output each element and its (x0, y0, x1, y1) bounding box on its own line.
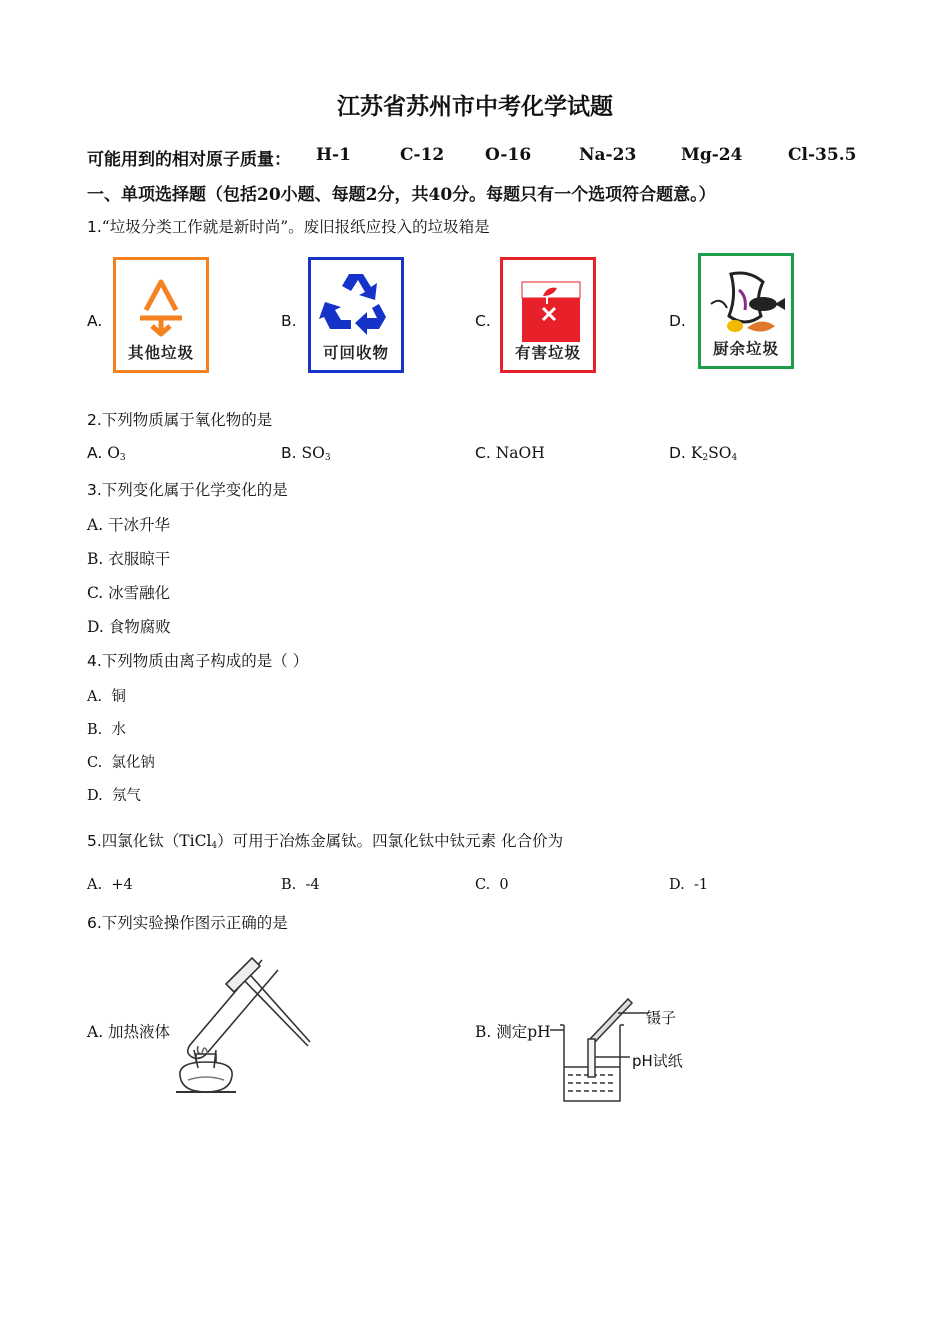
other-waste-label: 其他垃圾 (127, 344, 194, 362)
q5-option-b-text: -4 (305, 877, 320, 893)
q2-option-a-formula: O (107, 444, 120, 462)
mass-na: Na-23 (579, 145, 637, 165)
q2-option-c-letter: C. (475, 444, 491, 462)
q4-option-b-text: 水 (111, 722, 126, 738)
q3-option-a: A. 干冰升华 (87, 516, 171, 534)
q5-option-d (669, 877, 708, 893)
q5-option-c-letter: C. (475, 877, 491, 893)
mass-h: H-1 (316, 145, 351, 165)
q4-option-a-letter: A. (87, 689, 103, 705)
mass-c: C-12 (400, 145, 445, 165)
q1-text: “垃圾分类工作就是新时尚”。废旧报纸应投入的垃圾箱是 (101, 218, 490, 236)
q1-option-b-letter: B. (281, 312, 297, 330)
q1-number: 1. (87, 218, 102, 236)
q6-option-b-label: B. 测定pH (475, 1023, 551, 1041)
q1-option-d-letter: D. (669, 312, 686, 330)
heating-liquid-diagram (168, 950, 313, 1098)
q2-option-b-formula: SO (301, 444, 325, 462)
other-waste-bin (113, 257, 209, 373)
q4-option-d-letter: D. (87, 788, 103, 804)
q5-text-b: ）可用于冶炼金属钛。四氯化钛中钛元素 化合价为 (217, 832, 564, 850)
q4-option-d-text: 氖气 (111, 788, 141, 804)
q5-text-a: 四氯化钛（TiCl (101, 832, 212, 850)
kitchen-waste-label: 厨余垃圾 (712, 340, 779, 358)
q5-number: 5. (87, 832, 102, 850)
q2-stem (87, 408, 272, 430)
q5-option-c (475, 877, 509, 893)
q4-option-b-letter: B. (87, 722, 103, 738)
q2-option-d-sub1: 2 (702, 453, 709, 463)
q3-option-d: D. 食物腐败 (87, 618, 171, 636)
q3-number: 3. (87, 481, 102, 499)
atomic-mass-label: 可能用到的相对原子质量： (87, 150, 291, 170)
mass-mg: Mg-24 (681, 145, 743, 165)
q2-option-b-letter: B. (281, 444, 297, 462)
q2-option-a (87, 444, 126, 463)
recyclable-bin (308, 257, 404, 373)
q4-text: 下列物质由离子构成的是（ ） (101, 652, 309, 670)
q6-number: 6. (87, 914, 102, 932)
q5-option-d-text: -1 (693, 877, 709, 893)
q2-option-d-k: K (690, 444, 703, 462)
section-heading: 一、单项选择题（包括20小题、每题2分，共40分。每题只有一个选项符合题意。） (87, 185, 716, 205)
q5-stem (87, 829, 563, 851)
ph-paper-label: pH试纸 (632, 1052, 683, 1070)
q4-option-a (87, 685, 126, 706)
q6-stem (87, 911, 288, 933)
q4-option-c (87, 751, 155, 772)
recyclable-label: 可回收物 (322, 344, 389, 362)
q2-option-d-sub2: 4 (731, 453, 738, 463)
hazardous-bin (500, 257, 596, 373)
q3-option-c: C. 冰雪融化 (87, 584, 171, 602)
q6-text: 下列实验操作图示正确的是 (101, 914, 288, 932)
q4-option-b (87, 718, 126, 739)
q5-option-b-letter: B. (281, 877, 297, 893)
q5-option-b (281, 877, 320, 893)
q2-option-d (669, 444, 737, 463)
q2-option-b-subscript: 3 (324, 453, 331, 463)
q3-text: 下列变化属于化学变化的是 (101, 481, 288, 499)
q5-subscript: 4 (211, 841, 218, 851)
q4-option-c-letter: C. (87, 755, 103, 771)
q4-option-d (87, 784, 141, 805)
q5-option-a-text: +4 (111, 877, 133, 893)
hazardous-label: 有害垃圾 (514, 344, 581, 362)
q4-number: 4. (87, 652, 102, 670)
q2-option-c-formula: NaOH (495, 444, 545, 462)
q5-option-a (87, 877, 133, 893)
mass-o: O-16 (485, 145, 532, 165)
q1-option-c-letter: C. (475, 312, 491, 330)
q1-option-a-letter: A. (87, 312, 103, 330)
q5-option-c-text: 0 (499, 877, 509, 893)
q5-option-d-letter: D. (669, 877, 685, 893)
tweezers-label: 镊子 (646, 1009, 677, 1027)
q4-option-c-text: 氯化钠 (111, 755, 155, 771)
q2-option-c (475, 444, 545, 462)
q2-option-d-so: SO (708, 444, 732, 462)
mass-cl: Cl-35.5 (788, 145, 857, 165)
q4-option-a-text: 铜 (111, 689, 126, 705)
q2-number: 2. (87, 411, 102, 429)
q2-text: 下列物质属于氧化物的是 (101, 411, 273, 429)
q6-option-a-label: A. 加热液体 (87, 1023, 171, 1041)
q4-stem (87, 649, 308, 671)
kitchen-waste-bin (698, 253, 794, 369)
q2-option-b (281, 444, 331, 463)
q3-stem (87, 478, 288, 500)
page-title: 江苏省苏州市中考化学试题 (337, 93, 613, 120)
q5-option-a-letter: A. (87, 877, 103, 893)
q2-option-d-letter: D. (669, 444, 686, 462)
q2-option-a-subscript: 3 (119, 453, 126, 463)
q3-option-b: B. 衣服晾干 (87, 550, 171, 568)
q2-option-a-letter: A. (87, 444, 103, 462)
q1-stem (87, 215, 490, 237)
